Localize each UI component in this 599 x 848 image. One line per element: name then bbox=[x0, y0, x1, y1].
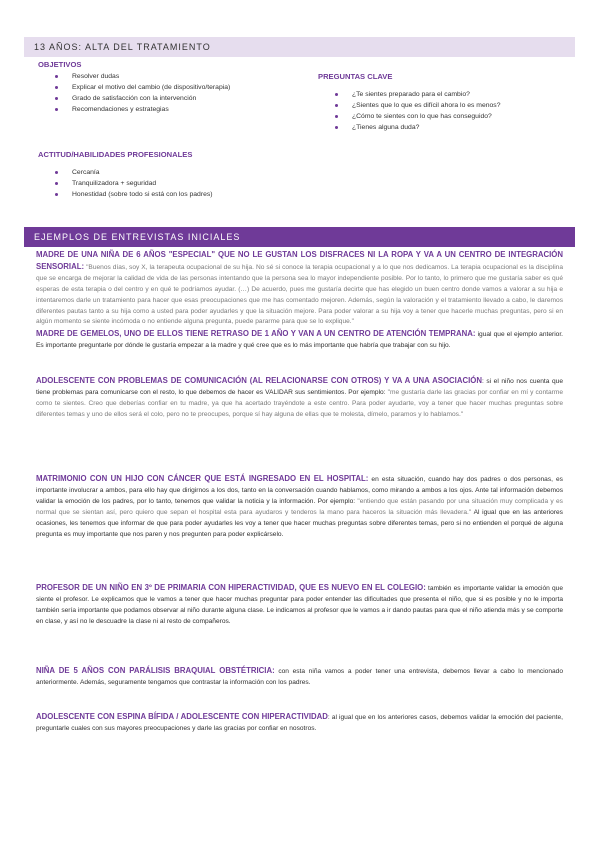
case-title: ADOLESCENTE CON PROBLEMAS DE COMUNICACIÓN (AL RELACIONARSE CON OTROS) Y VA A UNA ASOCIACIÓN bbox=[36, 376, 482, 385]
case-title: NIÑA DE 5 AÑOS CON PARÁLISIS BRAQUIAL OBSTÉTRICIA: bbox=[36, 666, 275, 675]
case-title: PROFESOR DE UN NIÑO EN 3º DE PRIMARIA CON HIPERACTIVIDAD, QUE ES NUEVO EN EL COLEGIO: bbox=[36, 583, 426, 592]
list-item: ¿Tienes alguna duda? bbox=[352, 122, 582, 133]
list-item: Tranquilizadora + seguridad bbox=[72, 178, 332, 189]
case-text: : si el niño nos cuenta que tiene problemas para comunicarse con el resto, lo que debemos de hacer es VALIDAR sus sentimientos. Por ejemplo: bbox=[36, 378, 563, 396]
case-title: MATRIMONIO CON UN HIJO CON CÁNCER QUE ESTÁ INGRESADO EN EL HOSPITAL: bbox=[36, 474, 369, 483]
list-item: Resolver dudas bbox=[72, 71, 302, 82]
case-text: igual que el ejemplo anterior. Es importante preguntarle por dónde le gustaría empezar a la madre y qué cree que es lo más importante que habría que trabajar con su hijo. bbox=[36, 331, 563, 349]
case-block bbox=[36, 666, 563, 689]
case-block bbox=[36, 474, 563, 540]
case-text-after: Al igual que en las anteriores ocasiones, les tenemos que informar de que para poder ayudarles les voy a tener que hacer muchas preguntas sobre diferentes temas, pero si no entienden el porqué de alguna pregunta es muy importante que nos paren y nos pregunten para poder explicárselo. bbox=[36, 508, 563, 538]
case-text: en esta situación, cuando hay dos padres o dos personas, es importante involucrar a ambos, para ello hay que dirigirnos a los dos, tanto en la conversación cuando hablamos, como mirando a ambos a los ojos. Ante tal información debemos validar la emoción de los padres, por lo tanto, tenemos que validar la noticia y la información. Por ejemplo: bbox=[36, 476, 563, 505]
list-item: Recomendaciones y estrategias bbox=[72, 104, 302, 115]
case-block bbox=[36, 329, 563, 352]
preguntas-list bbox=[352, 89, 582, 133]
list-item: ¿Sientes que lo que es difícil ahora lo es menos? bbox=[352, 100, 582, 111]
list-item: Cercanía bbox=[72, 167, 332, 178]
section-header-alta: 13 AÑOS: ALTA DEL TRATAMIENTO bbox=[24, 37, 575, 57]
case-text: con esta niña vamos a poder tener una entrevista, debemos llevar a cabo lo mencionado anteriormente. Además, seguramente tengamos que contrastar la información con los padres. bbox=[36, 668, 563, 686]
actitud-heading: ACTITUD/HABILIDADES PROFESIONALES bbox=[38, 150, 193, 159]
actitud-list bbox=[72, 167, 332, 200]
case-text: también es importante validar la emoción que siente el profesor. Le explicamos que le vamos a tener que hacer muchas preguntar para poder entender las dificultades que presenta el niño, que si es posible y no le importa también sería importante que podamos observar al niño durante alguna clase. Le indicamos al profesor que le vamos a ir dando pautas para que el niño atienda más y se comporte en clase, y así no le descuadre la clase ni al resto de compañeros. bbox=[36, 585, 563, 625]
case-block bbox=[36, 250, 563, 328]
case-title: MADRE DE UNA NIÑA DE 6 AÑOS "ESPECIAL" QUE NO LE GUSTAN LOS DISFRACES NI LA ROPA Y VA A UN CENTRO DE INTEGRACIÓN SENSORIAL: bbox=[36, 250, 563, 271]
objetivos-heading: OBJETIVOS bbox=[38, 60, 82, 69]
list-item: Explicar el motivo del cambio (de dispositivo/terapia) bbox=[72, 82, 302, 93]
case-quote: "Buenos días, soy X, la terapeuta ocupacional de su hija. No sé si conoce la terapia ocupacional y a lo que nos dedicamos. La terapia ocupacional es la disciplina que se encarga de mejorar la calidad de vida de las personas intentando que la persona sea lo mayor independiente posible. Por lo tanto, lo primero que me gustaría saber es qué esperas de esta terapia o del centro y en qué te podríamos ayudar. (…) De acuerdo, pues me gustaría decirte que has elegido un buen centro donde vamos a valorar a su hija e intentaremos darle un tratamiento para hacer que esas preocupaciones que me has comentado mejoren. Además, según la valoración y el tratamiento llevado a cabo, le daremos diferentes pautas tanto a su hija como a usted para poder ayudarles y que la situación mejore. Para poder valorar a su hija voy a tener que hacerle muchas preguntas, pero si en algún momento se siente incómoda o no entiende alguna pregunta, puede pararme para que se lo explique." bbox=[36, 263, 563, 326]
objetivos-list bbox=[72, 71, 302, 115]
case-title: ADOLESCENTE CON ESPINA BÍFIDA / ADOLESCENTE CON HIPERACTIVIDAD bbox=[36, 712, 328, 721]
list-item: ¿Cómo te sientes con lo que has conseguido? bbox=[352, 111, 582, 122]
list-item: Grado de satisfacción con la intervención bbox=[72, 93, 302, 104]
list-item: Honestidad (sobre todo si está con los padres) bbox=[72, 189, 332, 200]
case-text: : al igual que en los anteriores casos, debemos validar la emoción del paciente, preguntarle cuales con sus mayores preocupaciones y darle las gracias por confiar en nosotros. bbox=[36, 714, 563, 732]
case-quote: "entiendo que están pasando por una situación muy complicada y es normal que se sientan así, pero quiero que sepan el hospital esta para ayudaros y tenderos la mano para haceros la situación más llevadera." bbox=[36, 497, 563, 516]
case-block bbox=[36, 376, 563, 421]
case-quote: "me gustaría darle las gracias por confiar en mí y contarme como te sientes. Creo que deberías confiar en tu madre, ya que ha acertado trayéndote a este centro. Para poder ayudarte, voy a tener que hacer muchas preguntas sobre diferentes temas y uno de ellos será el colo, pero no te preocupes, porque sí hay alguna de ellas que te molesta, dímelo, paramos y lo hablamos." bbox=[36, 388, 563, 418]
list-item: ¿Te sientes preparado para el cambio? bbox=[352, 89, 582, 100]
preguntas-heading: PREGUNTAS CLAVE bbox=[318, 72, 393, 81]
case-block bbox=[36, 583, 563, 628]
section-header-ejemplos: EJEMPLOS DE ENTREVISTAS INICIALES bbox=[24, 227, 575, 247]
case-title: MADRE DE GEMELOS, UNO DE ELLOS TIENE RETRASO DE 1 AÑO Y VAN A UN CENTRO DE ATENCIÓN TEMPRANA: bbox=[36, 329, 476, 338]
case-block bbox=[36, 712, 563, 735]
